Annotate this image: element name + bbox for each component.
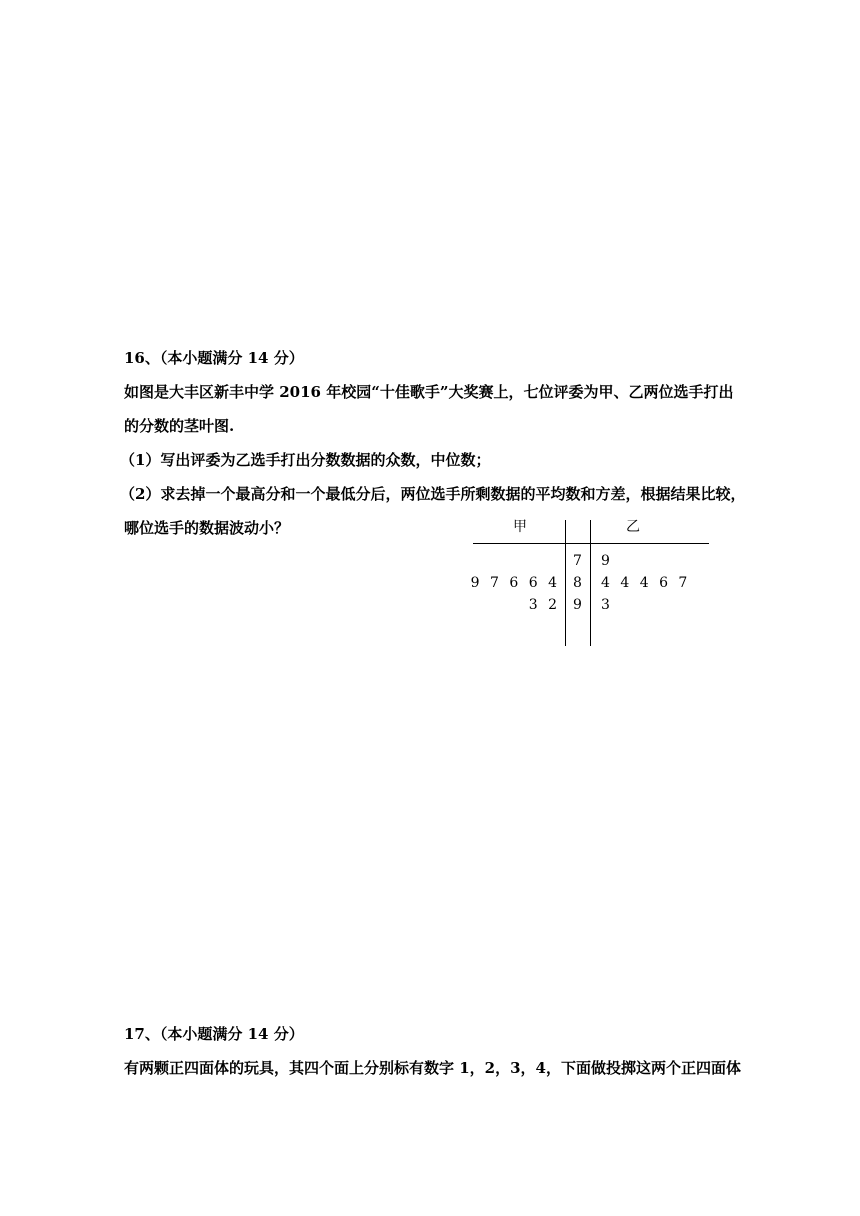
row-8-left-leaves: 9 7 6 6 4 xyxy=(470,575,560,591)
q16-heading: 16、（本小题满分 14 分） xyxy=(124,349,304,367)
stem-leaf-plot xyxy=(470,512,709,646)
player-yi-header: 乙 xyxy=(626,519,640,535)
left-stem-divider xyxy=(565,520,566,646)
row-9-right-leaves: 3 xyxy=(601,597,613,613)
row-7-stem: 7 xyxy=(573,553,582,569)
q16-intro-line1: 如图是大丰区新丰中学 2016 年校园“十佳歌手”大奖赛上，七位评委为甲、乙两位选手打出 xyxy=(124,383,734,401)
row-9-stem: 9 xyxy=(573,597,582,613)
q16-part2: （2）求去掉一个最高分和一个最低分后，两位选手所剩数据的平均数和方差，根据结果比较， xyxy=(120,485,746,503)
row-8-stem: 8 xyxy=(573,575,582,591)
row-7-right-leaves: 9 xyxy=(601,553,613,569)
row-8-right-leaves: 4 4 4 6 7 xyxy=(601,575,691,591)
q17-line1: 有两颗正四面体的玩具，其四个面上分别标有数字 1，2，3，4，下面做投掷这两个正四面体 xyxy=(124,1059,741,1077)
q16-intro-line2: 的分数的茎叶图. xyxy=(124,417,235,435)
q16-part1: （1）写出评委为乙选手打出分数数据的众数，中位数； xyxy=(120,451,491,469)
q17-heading: 17、（本小题满分 14 分） xyxy=(124,1025,304,1043)
player-jia-header: 甲 xyxy=(513,519,527,535)
header-divider xyxy=(473,543,709,544)
row-9-left-leaves: 3 2 xyxy=(528,597,560,613)
right-stem-divider xyxy=(590,520,591,646)
q16-part2-cont: 哪位选手的数据波动小？ xyxy=(124,519,290,537)
